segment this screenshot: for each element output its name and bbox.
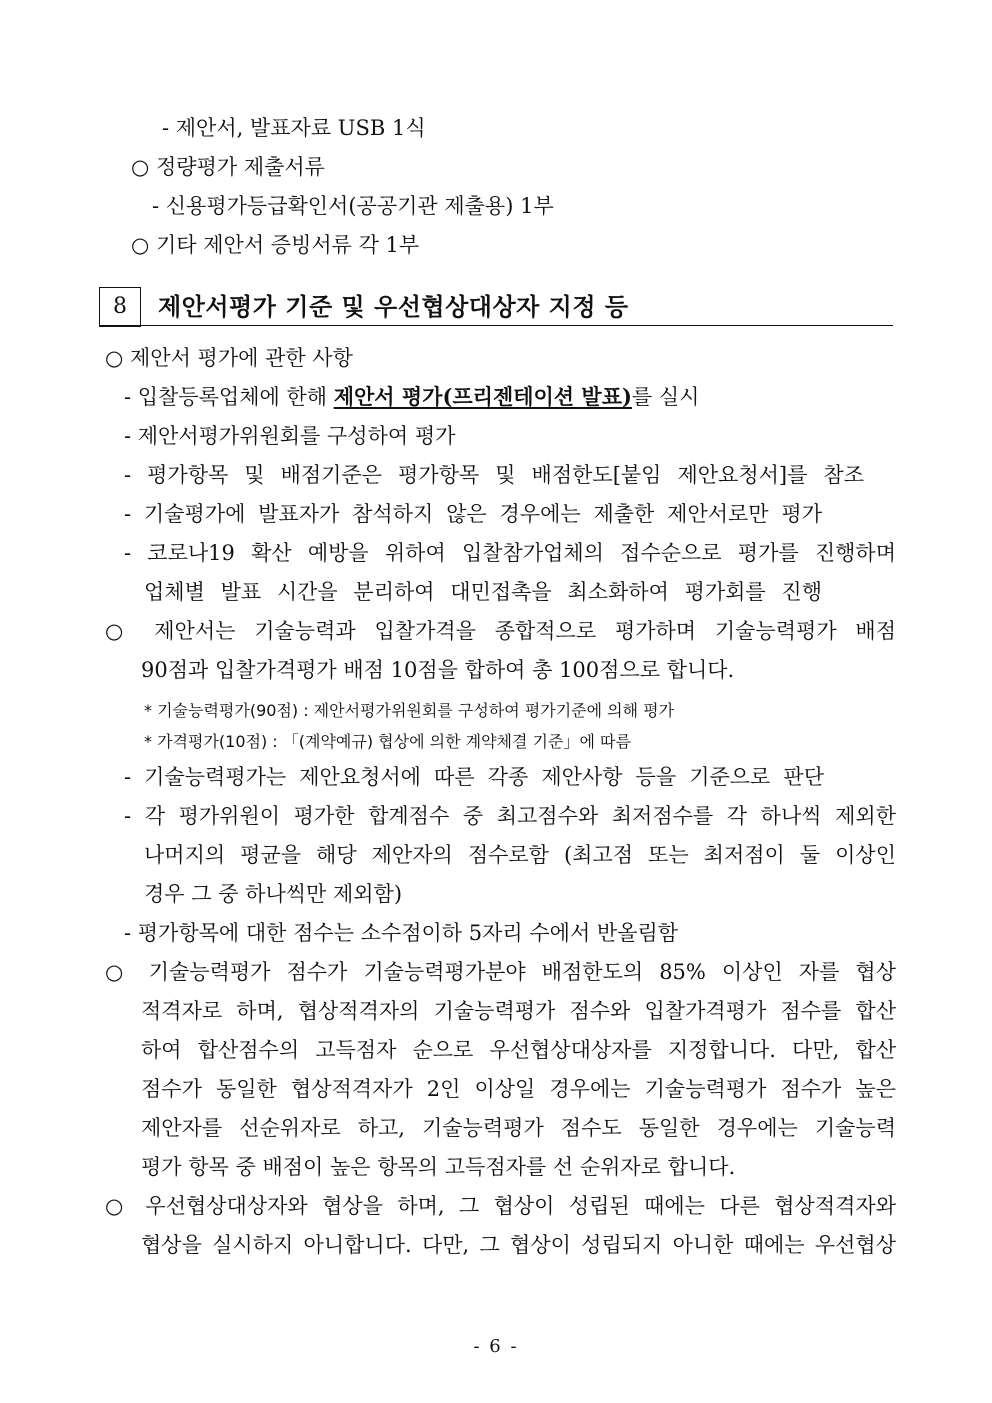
body-line: - 기술평가에 발표자가 참석하지 않은 경우에는 제출한 제안서로만 평가 bbox=[124, 502, 822, 526]
list-item-other-docs: ○ 기타 제안서 증빙서류 각 1부 bbox=[131, 233, 420, 257]
note-line: * 가격평가(10점) : 「(계약예규) 협상에 의한 계약체결 기준」에 따름 bbox=[144, 732, 631, 751]
body-line: 경우 그 중 하나씩만 제외함) bbox=[144, 882, 403, 906]
body-line: 하여 합산점수의 고득점자 순으로 우선협상대상자를 지정합니다. 다만, 합산 bbox=[141, 1038, 896, 1062]
emphasized-text: 제안서 평가(프리젠테이션 발표) bbox=[333, 384, 632, 409]
list-item-proposal-usb: - 제안서, 발표자료 USB 1식 bbox=[162, 116, 426, 140]
body-line: 나머지의 평균을 해당 제안자의 점수로함 (최고점 또는 최저점이 둘 이상인 bbox=[144, 843, 896, 867]
body-line: - 기술능력평가는 제안요청서에 따른 각종 제안사항 등을 기준으로 판단 bbox=[124, 765, 824, 789]
body-line: - 각 평가위원이 평가한 합계점수 중 최고점수와 최저점수를 각 하나씩 제외한 bbox=[124, 804, 896, 828]
body-line: 협상을 실시하지 아니합니다. 다만, 그 협상이 성립되지 아니한 때에는 우선협상 bbox=[141, 1233, 896, 1257]
body-line: 업체별 발표 시간을 분리하여 대민접촉을 최소화하여 평가회를 진행 bbox=[144, 580, 822, 604]
body-line: 90점과 입찰가격평가 배점 10점을 합하여 총 100점으로 합니다. bbox=[141, 658, 735, 682]
body-line: 평가 항목 중 배점이 높은 항목의 고득점자를 선 순위자로 합니다. bbox=[141, 1155, 736, 1179]
list-item-quantitative-docs: ○ 정량평가 제출서류 bbox=[131, 155, 325, 179]
body-line: ○ 제안서 평가에 관한 사항 bbox=[105, 346, 353, 370]
body-line: - 평가항목에 대한 점수는 소수점이하 5자리 수에서 반올림함 bbox=[124, 921, 679, 945]
list-item-credit-rating: - 신용평가등급확인서(공공기관 제출용) 1부 bbox=[152, 194, 554, 218]
body-line: - 제안서평가위원회를 구성하여 평가 bbox=[124, 424, 456, 448]
body-line: ○ 기술능력평가 점수가 기술능력평가분야 배점한도의 85% 이상인 자를 협상 bbox=[105, 960, 896, 984]
section-number-box: 8 bbox=[99, 287, 141, 327]
body-line: 제안자를 선순위자로 하고, 기술능력평가 점수도 동일한 경우에는 기술능력 bbox=[141, 1116, 896, 1140]
body-line-suffix: 를 실시 bbox=[631, 385, 700, 409]
body-line: 적격자로 하며, 협상적격자의 기술능력평가 점수와 입찰가격평가 점수를 합산 bbox=[141, 999, 896, 1023]
body-line: ○ 우선협상대상자와 협상을 하며, 그 협상이 성립된 때에는 다른 협상적격자와 bbox=[105, 1194, 896, 1218]
section-divider bbox=[99, 325, 893, 326]
section-title: 제안서평가 기준 및 우선협상대상자 지정 등 bbox=[158, 292, 629, 321]
body-line: - 평가항목 및 배점기준은 평가항목 및 배점한도[붙임 제안요청서]를 참조 bbox=[124, 463, 864, 487]
body-line-prefix: - 입찰등록업체에 한해 bbox=[124, 385, 334, 409]
body-line bbox=[124, 384, 699, 410]
body-line: ○ 제안서는 기술능력과 입찰가격을 종합적으로 평가하며 기술능력평가 배점 bbox=[105, 619, 896, 643]
body-line: 점수가 동일한 협상적격자가 2인 이상일 경우에는 기술능력평가 점수가 높은 bbox=[141, 1077, 896, 1101]
body-line: - 코로나19 확산 예방을 위하여 입찰참가업체의 접수순으로 평가를 진행하며 bbox=[124, 541, 896, 565]
note-line: * 기술능력평가(90점) : 제안서평가위원회를 구성하여 평가기준에 의해 평가 bbox=[144, 701, 675, 720]
page-number: - 6 - bbox=[473, 1336, 519, 1357]
